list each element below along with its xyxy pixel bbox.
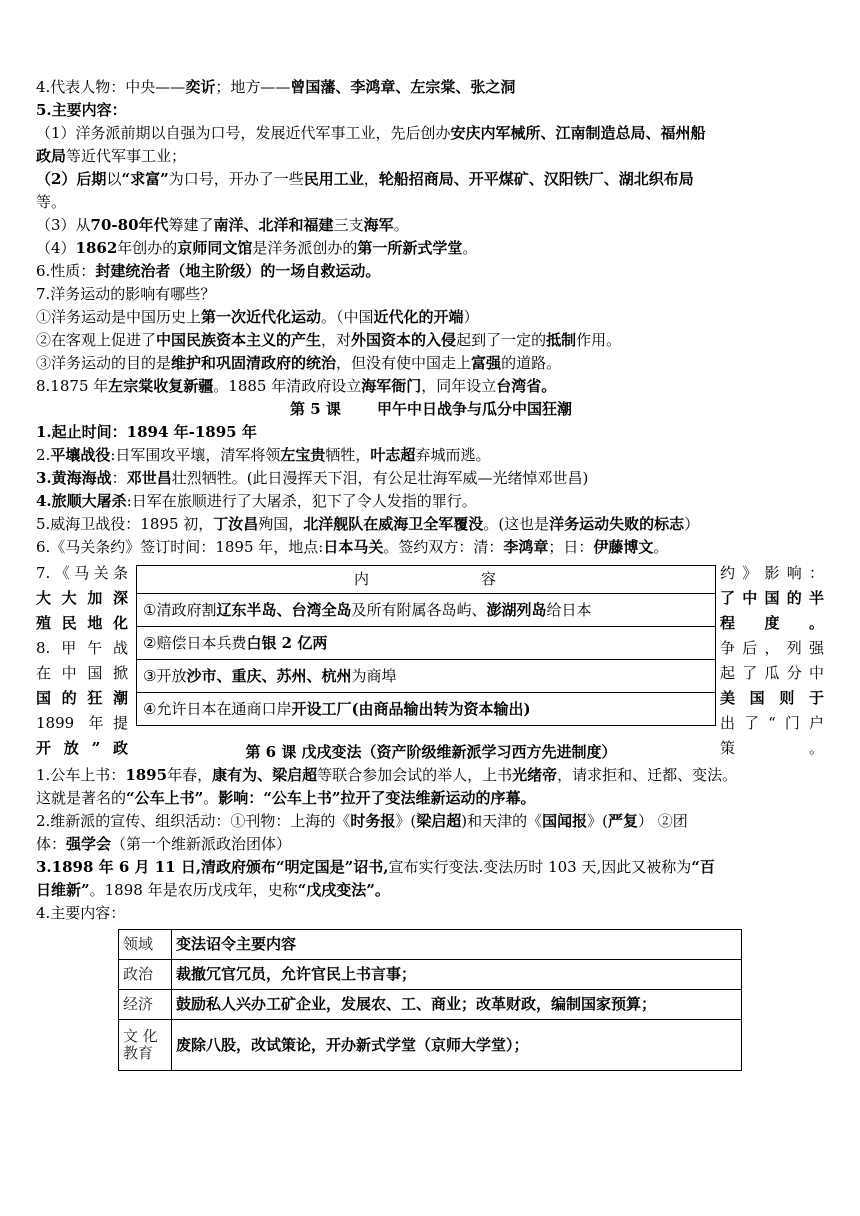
- impact-item-1: ①洋务运动是中国历史上第一次近代化运动。（中国近代化的开端）: [36, 308, 479, 326]
- table-row: [137, 660, 716, 693]
- yellow-sea-line: 3.黄海海战：邓世昌壮烈牺牲。(此日漫挥天下泪，有公足壮海军威—光绪悼邓世昌): [36, 469, 589, 487]
- table-header-row: [137, 566, 716, 594]
- lesson6-title: 第 6 课 戊戌变法（资产阶级维新派学习西方先进制度）: [245, 743, 617, 761]
- representatives-line: 4.代表人物：中央——奕䜣；地方——曾国藩、李鸿章、左宗棠、张之洞: [36, 78, 516, 96]
- right-col-line: 策。: [720, 739, 824, 757]
- left-col-line: 大大加深: [36, 589, 128, 607]
- right-col-line: 美国则于: [720, 689, 824, 707]
- table-cell: 鼓励私人兴办工矿企业，发展农、工、商业；改革财政，编制国家预算；: [172, 990, 742, 1020]
- table-row: [137, 693, 716, 726]
- left-col-line: 开放”政: [36, 739, 128, 757]
- content-item-2b: 等。: [36, 193, 67, 211]
- impact-item-2: ②在客观上促进了中国民族资本主义的产生，对外国资本的入侵起到了一定的抵制作用。: [36, 331, 622, 349]
- treaty-signing-line: 6.《马关条约》签订时间：1895 年，地点:日本马关。签约双方：清：李鸿章；日：伊藤博文。: [36, 538, 669, 556]
- events-1875-line: 8.1875 年左宗棠收复新疆。1885 年清政府设立海军衙门，同年设立台湾省。: [36, 377, 557, 395]
- treaty-left-column: [36, 561, 128, 761]
- content-item-3: （3）从70-80年代筹建了南洋、北洋和福建三支海军。: [36, 216, 409, 234]
- gongche-line-a: 1.公车上书：1895年春，康有为、梁启超等联合参加会试的举人，上书光绪帝，请求拒和、迁都、变法。: [36, 766, 738, 784]
- propaganda-line-a: 2.维新派的宣传、组织活动：①刊物：上海的《时务报》(梁启超)和天津的《国闻报》(严复） ②团: [36, 812, 688, 830]
- left-col-line: 8.甲午战: [36, 639, 128, 657]
- nature-line: 6.性质：封建统治者（地主阶级）的一场自救运动。: [36, 262, 381, 280]
- table-row: [137, 594, 716, 627]
- table-row: [119, 960, 742, 990]
- impact-question: 7.洋务运动的影响有哪些？: [36, 285, 216, 303]
- weihaiwei-line: 5.威海卫战役：1895 初，丁汝昌殉国，北洋舰队在威海卫全军覆没。(这也是洋务运动失败的标志）: [36, 515, 700, 533]
- right-col-line: 程度。: [720, 614, 824, 632]
- table-header-cell: 内 容: [137, 566, 716, 594]
- left-col-line: 1899 年提: [36, 714, 128, 732]
- lushun-line: 4.旅顺大屠杀:日军在旅顺进行了大屠杀，犯下了令人发指的罪行。: [36, 492, 477, 510]
- content-item-1a: （1）洋务派前期以自强为口号，发展近代军事工业，先后创办安庆内军械所、江南制造总局、福州船: [36, 124, 706, 142]
- table-cell: ②赔偿日本兵费白银 2 亿两: [137, 627, 716, 660]
- table-row: [119, 990, 742, 1020]
- table-row: [137, 627, 716, 660]
- content-item-4: （4）1862年创办的京师同文馆是洋务派创办的第一所新式学堂。: [36, 239, 478, 257]
- right-col-line: 出了“门户: [720, 714, 824, 732]
- gongche-line-b: 这就是著名的“公车上书”。影响：“公车上书”拉开了变法维新运动的序幕。: [36, 789, 536, 807]
- main-content-heading: 5.主要内容：: [36, 101, 127, 119]
- treaty-content-table: [136, 565, 716, 726]
- table-header-cell: 变法诏令主要内容: [172, 930, 742, 960]
- decree-line-a: 3.1898 年 6 月 11 日,清政府颁布“明定国是”诏书,宣布实行变法.变法历时 103 天,因此又被称为“百: [36, 858, 715, 876]
- table-cell: 裁撤冗官冗员，允许官民上书言事；: [172, 960, 742, 990]
- table-cell: ③开放沙市、重庆、苏州、杭州为商埠: [137, 660, 716, 693]
- right-col-line: 起了瓜分中: [720, 664, 824, 682]
- war-period-line: 1.起止时间：1894 年-1895 年: [36, 423, 257, 441]
- table-cell: ①清政府割辽东半岛、台湾全岛及所有附属各岛屿、澎湖列岛给日本: [137, 594, 716, 627]
- impact-item-3: ③洋务运动的目的是维护和巩固清政府的统治，但没有使中国走上富强的道路。: [36, 354, 562, 372]
- propaganda-line-b: 体：强学会（第一个维新派政治团体）: [36, 835, 292, 853]
- decree-line-b: 日维新”。1898 年是农历戊戌年，史称“戊戌变法”。: [36, 881, 390, 899]
- table-header-cell: 领域: [119, 930, 172, 960]
- content-item-1b: 政局等近代军事工业；: [36, 147, 187, 165]
- left-col-line: 殖民地化: [36, 614, 128, 632]
- left-col-line: 国的狂潮: [36, 689, 128, 707]
- table-row: [119, 1020, 742, 1071]
- table-cell: 政治: [119, 960, 172, 990]
- reform-table: [118, 929, 742, 1071]
- treaty-right-column: [720, 561, 824, 761]
- reform-content-heading: 4.主要内容：: [36, 904, 126, 922]
- left-col-line: 在中国掀: [36, 664, 128, 682]
- table-header-row: [119, 930, 742, 960]
- content-item-2a: （2）后期以“求富”为口号，开办了一些民用工业，轮船招商局、开平煤矿、汉阳铁厂、湖北织布局: [36, 170, 694, 188]
- right-col-line: 约》影响：: [720, 564, 824, 582]
- table-cell: 经济: [119, 990, 172, 1020]
- left-col-line: 7.《马关条: [36, 564, 128, 582]
- table-cell: 文 化 教育: [119, 1020, 172, 1071]
- table-cell: ④允许日本在通商口岸开设工厂(由商品输出转为资本输出): [137, 693, 716, 726]
- table-cell: 废除八股，改试策论，开办新式学堂（京师大学堂）；: [172, 1020, 742, 1071]
- right-col-line: 了中国的半: [720, 589, 824, 607]
- lesson5-title: 第 5 课 甲午中日战争与瓜分中国狂潮: [290, 400, 572, 418]
- document-page: [36, 76, 826, 1071]
- pyongyang-line: 2.平壤战役:日军围攻平壤，清军将领左宝贵牺牲，叶志超弃城而逃。: [36, 446, 491, 464]
- right-col-line: 争后，列强: [720, 639, 824, 657]
